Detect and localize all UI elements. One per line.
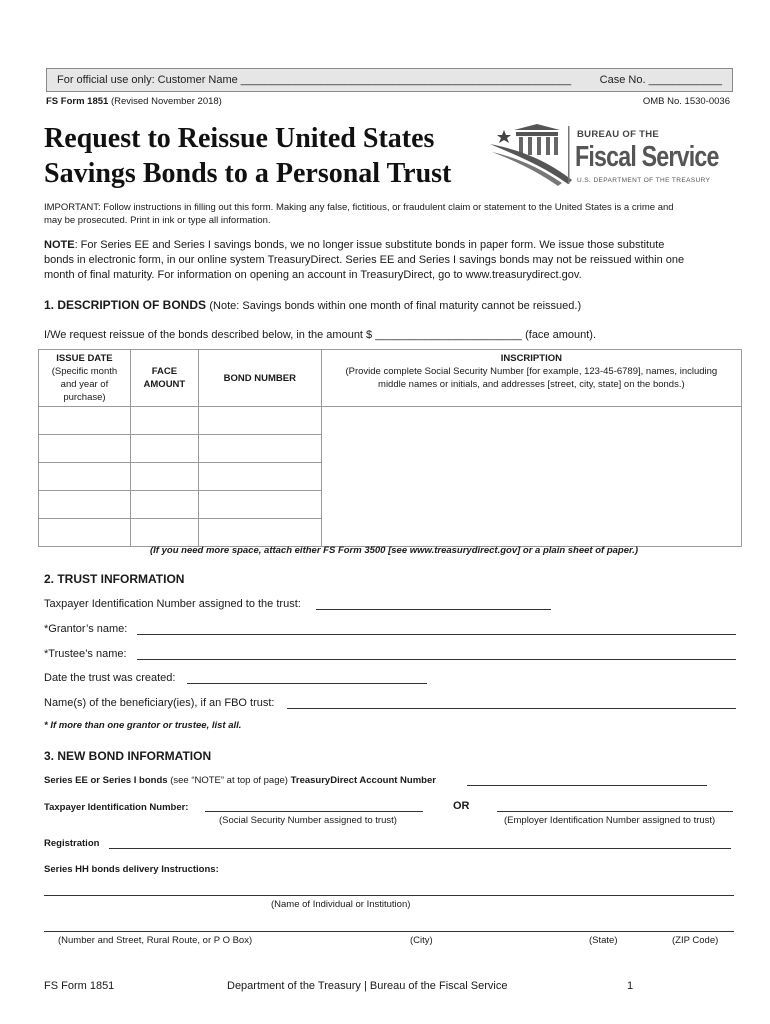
face-amount-cell[interactable] xyxy=(130,435,198,463)
trust-date-label: Date the trust was created: xyxy=(44,672,176,684)
ein-field[interactable] xyxy=(497,811,733,812)
issue-date-cell[interactable] xyxy=(39,435,131,463)
issue-date-cell[interactable] xyxy=(39,519,131,547)
page-title-line1: Request to Reissue United States xyxy=(44,123,435,154)
note-label: NOTE xyxy=(44,239,75,251)
col-inscription-l1: (Provide complete Social Security Number [for example, 123-45-6789], names, including xyxy=(345,366,718,377)
street-caption: (Number and Street, Rural Route, or P O Box) xyxy=(58,935,253,946)
new-tin-label: Taxpayer Identification Number: xyxy=(44,802,189,813)
ein-caption: (Employer Identification Number assigned to trust) xyxy=(504,815,716,826)
section1-note: (Note: Savings bonds within one month of final maturity cannot be reissued.) xyxy=(209,300,582,312)
beneficiary-label: Name(s) of the beneficiary(ies), if an FBO trust: xyxy=(44,697,275,709)
bonds-table xyxy=(38,349,742,547)
grantor-field[interactable] xyxy=(137,634,736,635)
section2-heading: 2. TRUST INFORMATION xyxy=(44,572,185,586)
issue-date-cell[interactable] xyxy=(39,407,131,435)
col-issue-date-l3: purchase) xyxy=(63,392,106,403)
face-amount-cell[interactable] xyxy=(130,491,198,519)
inscription-cell[interactable] xyxy=(321,407,741,547)
trust-date-field[interactable] xyxy=(187,683,427,684)
logo-bureau-text: BUREAU OF THE xyxy=(577,129,660,140)
td-account-field[interactable] xyxy=(467,785,707,786)
page-title-line2: Savings Bonds to a Personal Trust xyxy=(44,158,452,189)
bonds-table-header xyxy=(39,350,742,407)
series-note: (see “NOTE” at top of page) xyxy=(167,775,291,786)
bond-number-cell[interactable] xyxy=(198,491,321,519)
official-use-case-no: Case No. ____________ xyxy=(599,74,722,86)
form-id xyxy=(46,96,222,107)
grantor-footnote: * If more than one grantor or trustee, list all. xyxy=(44,720,242,731)
important-line1: IMPORTANT: Follow instructions in filling out this form. Making any false, fictitious, or fraudulent claim or statement to the United States is a crime and xyxy=(44,202,674,213)
col-issue-date-l1: (Specific month xyxy=(51,366,118,377)
col-face-amount-l1: FACE xyxy=(151,366,178,377)
hh-delivery-label: Series HH bonds delivery Instructions: xyxy=(44,864,219,875)
trustee-field[interactable] xyxy=(137,659,736,660)
bond-number-cell[interactable] xyxy=(198,519,321,547)
trust-tin-label: Taxpayer Identification Number assigned to the trust: xyxy=(44,598,301,610)
important-line2: may be prosecuted. Print in ink or type all information. xyxy=(44,215,271,226)
face-amount-cell[interactable] xyxy=(130,463,198,491)
col-issue-date xyxy=(39,350,131,407)
col-inscription-title: INSCRIPTION xyxy=(500,353,562,364)
or-label: OR xyxy=(453,800,470,812)
col-issue-date-l2: and year of xyxy=(60,379,109,390)
footer-page-number: 1 xyxy=(627,980,634,992)
more-space-note: (If you need more space, attach either FS Form 3500 [see www.treasurydirect.gov] or a plain sheet of paper.) xyxy=(150,545,638,556)
registration-label: Registration xyxy=(44,838,100,849)
col-inscription-l2: middle names or initials, and addresses [street, city, state] on the bonds.) xyxy=(378,379,685,390)
state-caption: (State) xyxy=(589,935,618,946)
col-face-amount xyxy=(130,350,198,407)
form-revision: (Revised November 2018) xyxy=(110,96,222,107)
issue-date-cell[interactable] xyxy=(39,491,131,519)
section3-heading: 3. NEW BOND INFORMATION xyxy=(44,749,212,763)
bond-number-cell[interactable] xyxy=(198,435,321,463)
footer-form-number: FS Form 1851 xyxy=(44,980,115,992)
face-amount-cell[interactable] xyxy=(130,519,198,547)
beneficiary-field[interactable] xyxy=(287,708,736,709)
issue-date-cell[interactable] xyxy=(39,463,131,491)
delivery-address-field[interactable] xyxy=(44,931,734,932)
omb-number: OMB No. 1530-0036 xyxy=(642,96,730,107)
col-inscription xyxy=(321,350,741,407)
td-account-label: TreasuryDirect Account Number xyxy=(290,775,436,786)
section1-title: 1. DESCRIPTION OF BONDS xyxy=(44,298,207,312)
delivery-name-caption: (Name of Individual or Institution) xyxy=(271,899,411,910)
city-caption: (City) xyxy=(410,935,433,946)
delivery-name-field[interactable] xyxy=(44,895,734,896)
bond-number-cell[interactable] xyxy=(198,463,321,491)
fiscal-service-logo xyxy=(488,120,718,190)
registration-field[interactable] xyxy=(109,848,731,849)
col-face-amount-l2: AMOUNT xyxy=(143,379,186,390)
col-bond-number: BOND NUMBER xyxy=(198,350,321,407)
logo-fiscal-service-text: Fiscal Service xyxy=(575,141,719,173)
section1-heading xyxy=(44,298,581,312)
trustee-label: *Trustee’s name: xyxy=(44,648,127,660)
zip-caption: (ZIP Code) xyxy=(672,935,719,946)
series-label: Series EE or Series I bonds xyxy=(44,775,168,786)
note-line3: month of final maturity. For information on opening an account in TreasuryDirect, go to www.treasurydirect.gov. xyxy=(44,269,582,281)
form-number: FS Form 1851 xyxy=(46,96,109,107)
footer-department: Department of the Treasury | Bureau of the Fiscal Service xyxy=(227,980,508,992)
ssn-field[interactable] xyxy=(205,811,423,812)
series-ee-i-line xyxy=(44,775,436,786)
trust-tin-field[interactable] xyxy=(316,609,551,610)
table-row xyxy=(39,407,742,435)
note-line1 xyxy=(44,238,664,253)
bond-number-cell[interactable] xyxy=(198,407,321,435)
note-text1: : For Series EE and Series I savings bonds, we no longer issue substitute bonds in paper form. We issue those substitute xyxy=(74,239,665,251)
face-amount-cell[interactable] xyxy=(130,407,198,435)
ssn-caption: (Social Security Number assigned to trust) xyxy=(219,815,397,826)
logo-dept-text: U.S. DEPARTMENT OF THE TREASURY xyxy=(577,177,711,184)
official-use-box xyxy=(46,68,733,92)
reissue-amount-line[interactable]: I/We request reissue of the bonds described below, in the amount $ ________________________ (face amount). xyxy=(44,329,597,341)
grantor-label: *Grantor’s name: xyxy=(44,623,128,635)
col-issue-date-title: ISSUE DATE xyxy=(56,353,113,364)
official-use-customer: For official use only: Customer Name ______________________________________________________ xyxy=(57,74,572,86)
note-line2: bonds in electronic form, in our online system TreasuryDirect. Series EE and Series I savings bonds may not be reissued within one xyxy=(44,254,685,266)
